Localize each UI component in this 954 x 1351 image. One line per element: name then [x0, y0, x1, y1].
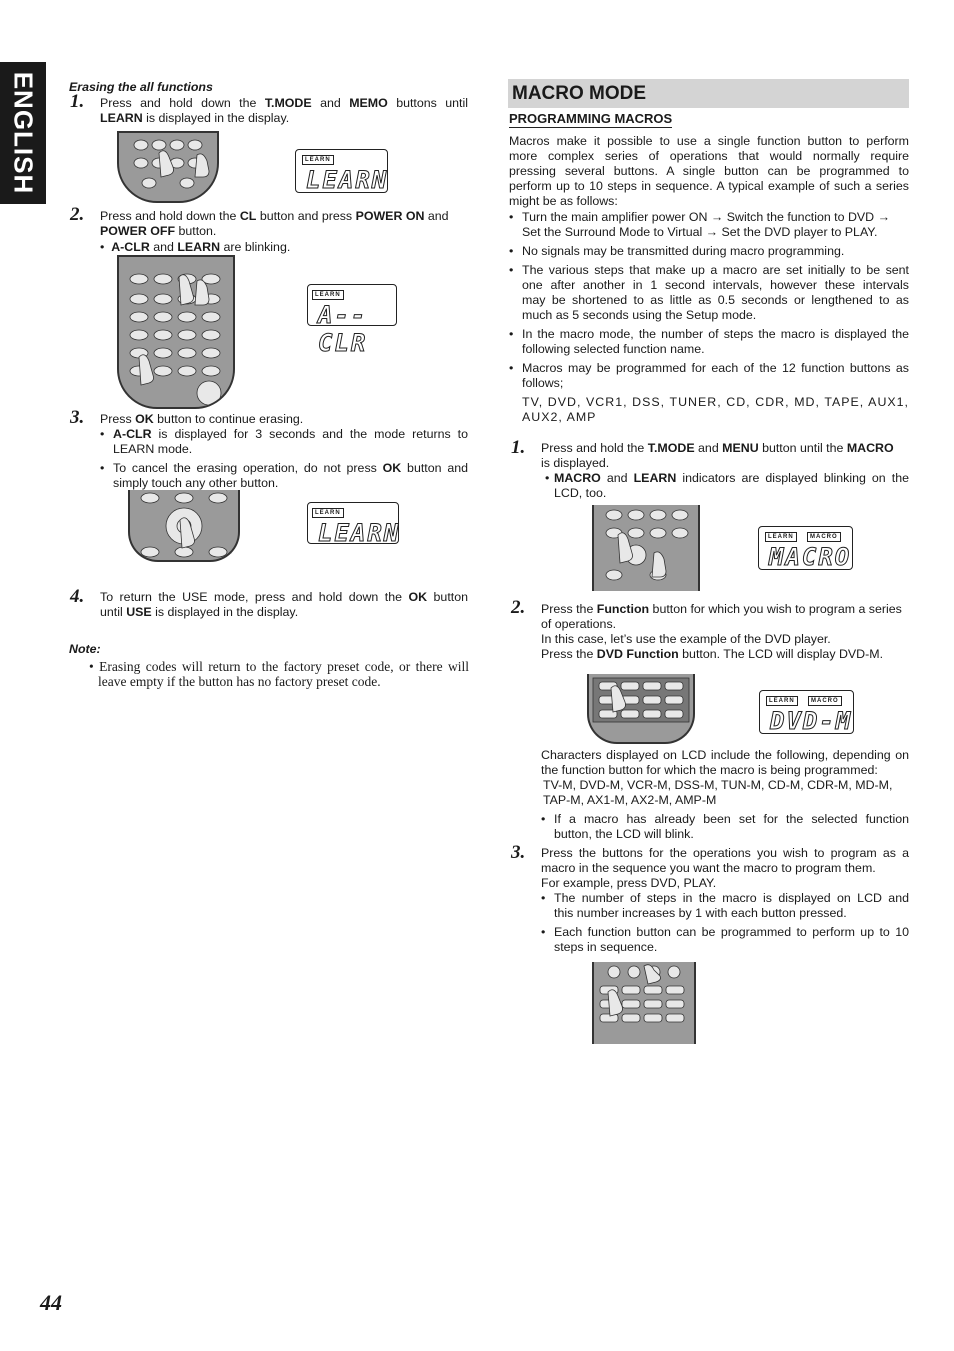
lcd-display: [295, 149, 388, 193]
lcd-display: [759, 690, 854, 734]
remote-illustration: [592, 962, 696, 1044]
list-item: • Turn the main amplifier power ON → Switch the function to DVD → Set the Surround Mode to Virtual → Set the DVD player to PLAY.: [509, 210, 890, 239]
lcd-display: [307, 502, 401, 547]
step-number: 2.: [511, 597, 526, 618]
list-item: • In the macro mode, the number of steps the macro is displayed the following selected function name.: [509, 327, 909, 356]
lcd-indicator: LEARN: [302, 155, 334, 165]
list-item: • Macros may be programmed for each of the 12 function buttons as follows;: [509, 361, 909, 390]
remote-illustration: [587, 674, 695, 744]
chars-paragraph: Characters displayed on LCD include the following, depending on the function button for which the macro is being programmed: TV-M, DVD-M, VCR-M, DSS-M, TUN-M, CD-M, CDR-M, MD-M, TAP-M, AX1-M, AX2-M, AMP-M • If a macro has already been set for the selected function button, the LCD will blink.: [541, 748, 909, 841]
section-header: [508, 79, 909, 108]
lcd-indicator: MACRO: [808, 696, 842, 706]
lcd-text: LEARN: [318, 519, 401, 547]
language-tab: [0, 62, 46, 204]
lcd-indicator: LEARN: [312, 508, 344, 518]
lcd-indicator: MACRO: [807, 532, 841, 542]
step-text: Press the Function button for which you wish to program a series of operations. In this case, let’s use the example of the DVD player. Press the DVD Function button. The LCD will display DVD-M.: [541, 602, 902, 661]
note-text: • Erasing codes will return to the factory preset code, or there will leave empty if the button has no factory preset code.: [89, 659, 469, 689]
erase-heading: Erasing the all functions: [69, 80, 213, 94]
step-number: 2.: [70, 204, 85, 225]
lcd-display: [758, 526, 853, 570]
lcd-text: MACRO: [769, 543, 852, 571]
step-number: 1.: [511, 437, 526, 458]
step-text: To return the USE mode, press and hold down the OK button until USE is displayed in the display.: [100, 590, 468, 619]
step-number: 1.: [70, 91, 85, 112]
list-item: • No signals may be transmitted during macro programming.: [509, 244, 845, 258]
step-text: Press and hold down the T.MODE and MEMO buttons until LEARN is displayed in the display.: [100, 96, 469, 125]
lcd-indicator: LEARN: [312, 290, 344, 300]
step-text: Press OK button to continue erasing. • A-CLR is displayed for 3 seconds and the mode returns to LEARN mode. • To cancel the erasing operation, do not press OK button and simply touch any other button.: [100, 412, 468, 490]
note-label: Note:: [69, 642, 101, 656]
intro-paragraph: Macros make it possible to use a single function button to perform more complex series of operations that would normally require pressing several buttons. A single button can be programmed to perform up to 10 steps in sequence. A typical example of such a series might be as follows:: [509, 134, 909, 208]
function-list: TV, DVD, VCR1, DSS, TUNER, CD, CDR, MD, TAPE, AUX1, AUX2, AMP: [522, 395, 909, 424]
remote-illustration: [592, 505, 700, 591]
step-text: Press and hold down the CL button and press POWER ON and POWER OFF button. • A-CLR and LEARN are blinking.: [100, 209, 449, 254]
step-number: 4.: [70, 586, 85, 607]
intro-bullets: [509, 210, 909, 425]
remote-illustration: [117, 131, 219, 203]
language-tab-label: ENGLISH: [8, 71, 39, 195]
lcd-text: LEARN: [306, 166, 389, 194]
lcd-display: [307, 284, 397, 357]
list-item: • The various steps that make up a macro are set initially to be sent one after another in 1 second intervals, however these intervals may be shortened to as little as 0.5 seconds or lengthened to as much as 5 seconds using the Setup mode.: [509, 263, 909, 322]
lcd-indicator: LEARN: [765, 532, 797, 542]
lcd-text: A--CLR: [318, 301, 368, 357]
lcd-text: DVD-M: [770, 707, 853, 735]
lcd-indicator: LEARN: [766, 696, 798, 706]
step-number: 3.: [511, 842, 526, 863]
step-text: Press and hold the T.MODE and MENU button until the MACRO is displayed. • MACRO and LEARN indicators are displayed blinking on the LCD, too.: [541, 441, 909, 500]
step-text: Press the buttons for the operations you wish to program as a macro in the sequence you want the macro to program them. For example, press DVD, PLAY. • The number of steps in the macro is displayed on LCD and this number increases by 1 with each button pressed. • Each function button can be programmed to perform up to 10 steps in sequence.: [541, 846, 909, 954]
section-title: MACRO MODE: [512, 83, 647, 104]
remote-illustration: [117, 255, 235, 409]
step-number: 3.: [70, 407, 85, 428]
page-number: 44: [40, 1290, 62, 1315]
remote-illustration: [128, 490, 240, 562]
subsection-title: PROGRAMMING MACROS: [509, 111, 673, 126]
